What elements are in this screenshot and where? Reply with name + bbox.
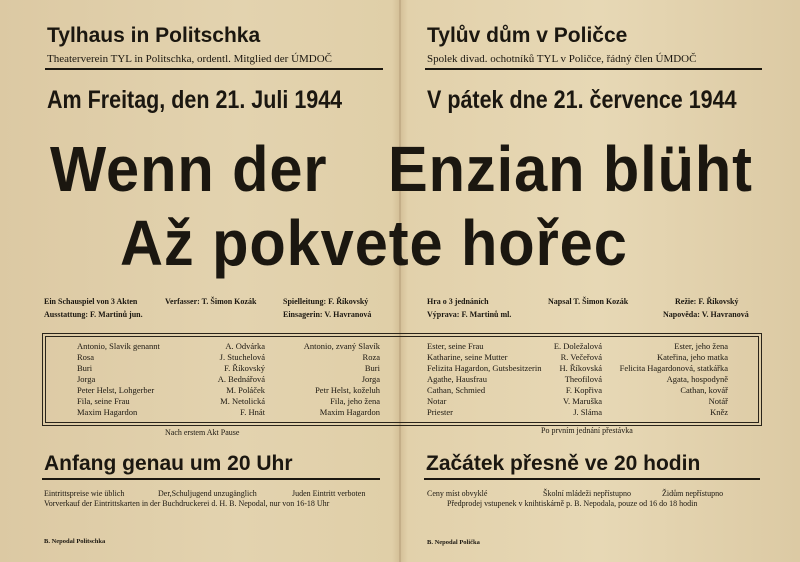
date-german: Am Freitag, den 21. Juli 1944 <box>47 86 343 114</box>
credit-director-cz: Režie: F. Říkovský <box>675 297 739 306</box>
cast-role: Priester <box>427 407 453 417</box>
cast-role: Fila, seine Frau <box>77 396 130 406</box>
cast-role: Maxim Hagardon <box>319 407 380 417</box>
cast-actor: J. Sláma <box>573 407 602 417</box>
title-german-part1: Wenn der <box>50 133 328 205</box>
cast-role: Kněz <box>710 407 728 417</box>
cast-roles-czech-right <box>600 341 728 418</box>
cast-role: Antonio, Slavik genannt <box>77 341 160 351</box>
cast-role: Cathan, kovář <box>680 385 728 395</box>
printer-credit-cz: B. Nepodal Polička <box>427 539 480 546</box>
cast-actor: F. Kopřiva <box>565 385 602 395</box>
cast-role: Notar <box>427 396 447 406</box>
credit-director-de: Spielleitung: F. Říkovský <box>283 297 369 306</box>
entry-note-cz: Židům nepřístupno <box>662 489 724 498</box>
youth-note-de: Der,Schuljugend unzugänglich <box>158 489 257 498</box>
title-german-part2: Enzian blüht <box>388 133 753 205</box>
cast-actors-right <box>530 341 602 418</box>
credit-genre-de: Ein Schauspiel von 3 Akten <box>44 297 138 306</box>
cast-role: Ester, seine Frau <box>427 341 484 351</box>
cast-role: Peter Helst, Lohgerber <box>77 385 155 395</box>
presale-de: Vorverkauf der Eintrittskarten in der Buchdruckerei d. H. B. Nepodal, nur von 16-18 Uhr <box>44 499 330 508</box>
header-rule-right <box>425 68 762 70</box>
cast-role: Ester, jeho žena <box>674 341 728 351</box>
start-rule-left <box>42 478 380 480</box>
credit-author-cz: Napsal T. Šimon Kozák <box>548 297 629 306</box>
cast-role: Notář <box>708 396 728 406</box>
credit-prompter-cz: Napověda: V. Havranová <box>663 310 749 319</box>
cast-role: Felicita Hagardonová, statkářka <box>619 363 728 373</box>
cast-actors-left <box>185 341 265 418</box>
pause-note-german: Nach erstem Akt Pause <box>165 428 240 437</box>
cast-role: Petr Helst, koželuh <box>315 385 380 395</box>
cast-actor: M. Poláček <box>226 385 265 395</box>
cast-role: Fila, jeho žena <box>330 396 380 406</box>
cast-role: Antonio, zvaný Slavík <box>303 341 380 351</box>
cast-actor: M. Netolická <box>220 396 265 406</box>
title-czech: Až pokvete hořec <box>120 207 628 279</box>
pause-note-czech: Po prvním jednání přestávka <box>541 426 633 435</box>
price-note-cz: Ceny míst obvyklé <box>427 489 488 498</box>
credit-genre-cz: Hra o 3 jednáních <box>427 297 489 306</box>
date-czech: V pátek dne 21. července 1944 <box>427 86 737 114</box>
cast-role: Buri <box>77 363 93 373</box>
cast-roles-czech-left <box>280 341 380 418</box>
cast-role: Maxim Hagardon <box>77 407 138 417</box>
credit-prompter-de: Einsagerin: V. Havranová <box>283 310 372 319</box>
venue-czech: Tylův dům v Poličce <box>427 24 628 47</box>
cast-role: Roza <box>362 352 380 362</box>
cast-actor: R. Večeřová <box>560 352 602 362</box>
cast-role: Cathan, Schmied <box>427 385 486 395</box>
printer-credit-de: B. Nepodal Politschka <box>44 538 106 545</box>
credit-author-de: Verfasser: T. Šimon Kozák <box>165 297 257 306</box>
center-fold <box>399 0 401 562</box>
cast-roles-german-left <box>77 341 160 418</box>
start-time-german: Anfang genau um 20 Uhr <box>44 452 293 475</box>
price-note-de: Eintrittspreise wie üblich <box>44 489 125 498</box>
cast-role: Kateřina, jeho matka <box>656 352 728 362</box>
start-rule-right <box>424 478 760 480</box>
cast-role: Agathe, Hausfrau <box>427 374 487 384</box>
cast-role: Jorga <box>77 374 96 384</box>
header-rule-left <box>45 68 383 70</box>
credit-design-de: Ausstattung: F. Martinů jun. <box>44 310 143 319</box>
start-time-czech: Začátek přesně ve 20 hodin <box>426 452 701 475</box>
cast-role: Jorga <box>361 374 380 384</box>
cast-actor: Theofilová <box>564 374 602 384</box>
society-german: Theaterverein TYL in Politschka, ordentl. Mitglied der ÚMDOČ <box>47 53 333 65</box>
cast-role: Katharine, seine Mutter <box>427 352 508 362</box>
cast-actor: F. Hnát <box>240 407 265 417</box>
cast-roles-german-right <box>427 341 541 418</box>
cast-actor: H. Říkovská <box>559 363 602 373</box>
cast-role: Felizita Hagardon, Gutsbesitzerin <box>427 363 542 373</box>
venue-german: Tylhaus in Politschka <box>47 24 261 47</box>
society-czech: Spolek divad. ochotníků TYL v Poličce, řádný člen ÚMDOČ <box>427 53 697 65</box>
presale-cz: Předprodej vstupenek v knihtiskárně p. B. Nepodala, pouze od 16 do 18 hodin <box>447 499 698 508</box>
youth-note-cz: Školní mládeži nepřístupno <box>543 489 631 498</box>
cast-role: Agata, hospodyně <box>666 374 728 384</box>
cast-actor: J. Stuchelová <box>219 352 265 362</box>
cast-actor: A. Bednářová <box>217 374 265 384</box>
cast-actor: V. Maruška <box>562 396 602 406</box>
entry-note-de: Juden Eintritt verboten <box>292 489 366 498</box>
cast-actor: F. Říkovský <box>224 363 265 373</box>
cast-actor: E. Doležalová <box>553 341 602 351</box>
cast-role: Buri <box>364 363 380 373</box>
credit-design-cz: Výprava: F. Martinů ml. <box>427 310 512 319</box>
cast-actor: A. Odvárka <box>225 341 265 351</box>
cast-role: Rosa <box>77 352 94 362</box>
